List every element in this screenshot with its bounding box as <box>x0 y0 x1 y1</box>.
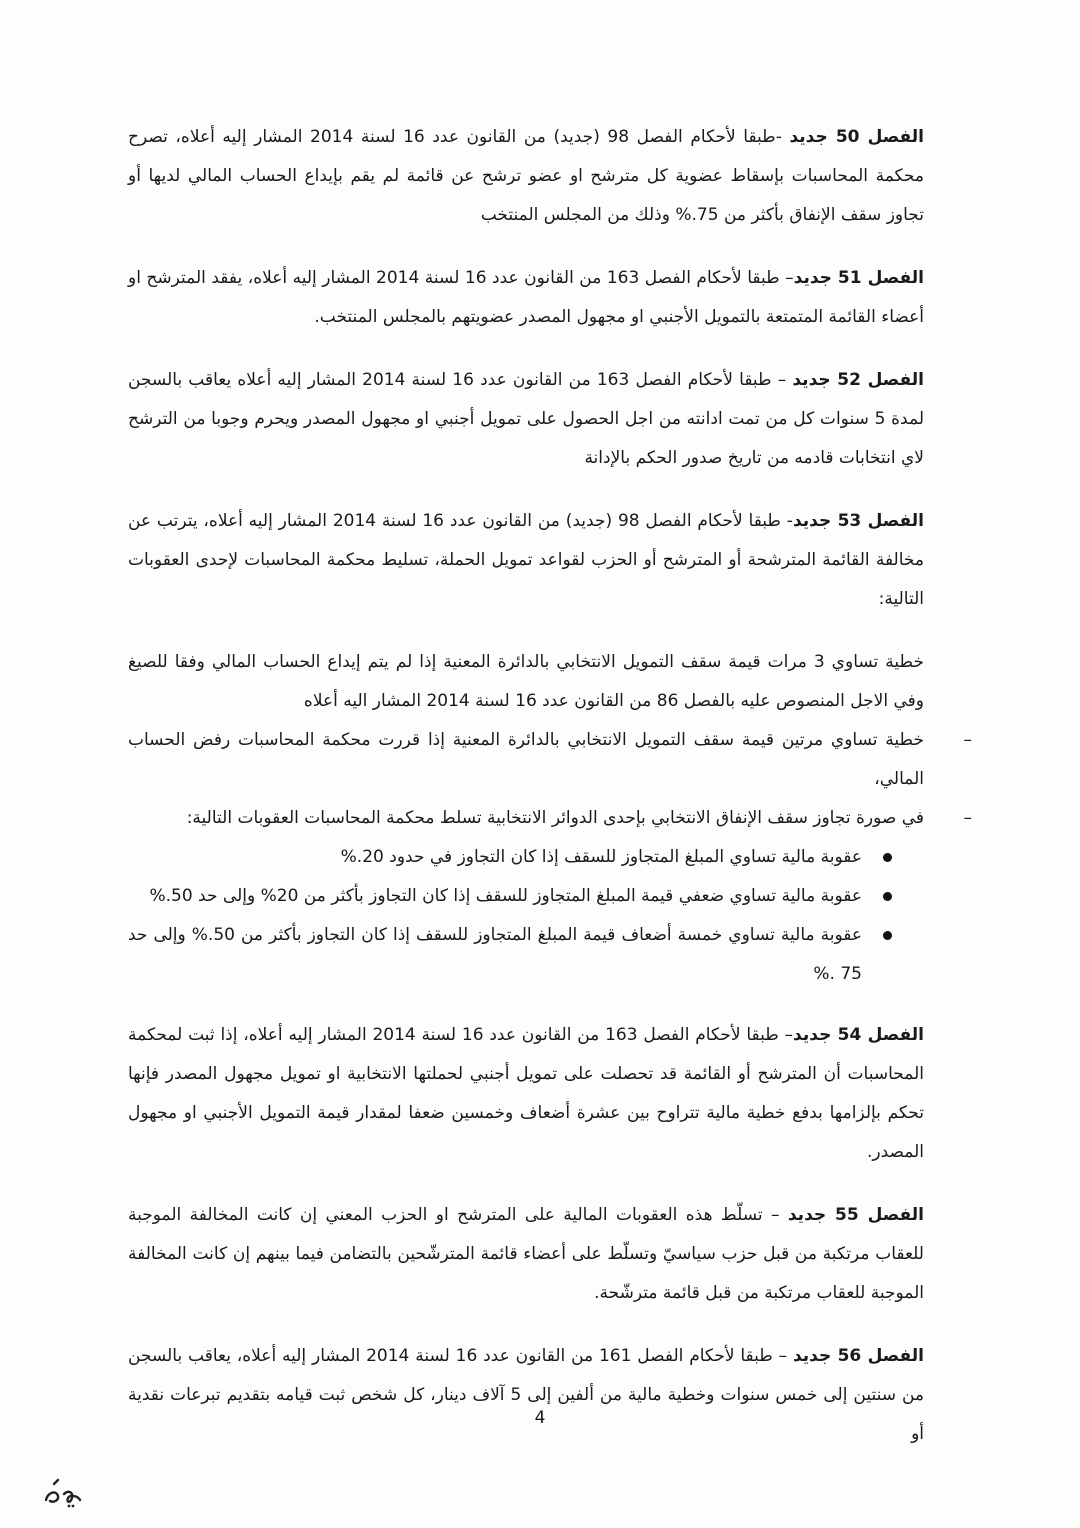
dash-marker: – <box>963 808 972 828</box>
article-50 <box>128 118 924 235</box>
penalty-text: خطية تساوي مرتين قيمة سقف التمويل الانتخابي بالدائرة المعنية إذا قررت محكمة المحاسبات رفض الحساب المالي، <box>128 730 924 789</box>
article-55 <box>128 1196 924 1313</box>
article-title: الفصل 55 جديد <box>787 1205 924 1225</box>
article-title: الفصل 50 جديد <box>789 127 924 147</box>
article-text: – طبقا لأحكام الفصل 161 من القانون عدد 16 لسنة 2014 المشار إليه أعلاه، يعاقب بالسجن من سنتين إلى خمس سنوات وخطية مالية من ألفين إلى 5 آلاف دينار، كل شخص ثبت قيامه بتقديم تبرعات نقدية أو <box>128 1346 924 1444</box>
article-text: -طبقا لأحكام الفصل 98 (جديد) من القانون عدد 16 لسنة 2014 المشار إليه أعلاه، تصرح محكمة المحاسبات بإسقاط عضوية كل مترشح او عضو ترشح عن قائمة لم يقم بإيداع الحساب المالي لديها أو تجاوز سقف الإنفاق بأكثر من 75.% وذلك من المجلس المنتخب <box>128 127 924 225</box>
penalty-text: خطية تساوي 3 مرات قيمة سقف التمويل الانتخابي بالدائرة المعنية إذا لم يتم إيداع الحساب المالي وفقا للصيغ وفي الاجل المنصوص عليه بالفصل 86 من القانون عدد 16 لسنة 2014 المشار اليه أعلاه <box>128 652 924 711</box>
article-paragraph <box>128 1337 924 1454</box>
penalty-item <box>128 721 972 799</box>
article-title: الفصل 51 جديد <box>793 268 924 288</box>
sub-item-text: عقوبة مالية تساوي ضعفي قيمة المبلغ المتجاوز للسقف إذا كان التجاوز بأكثر من 20% وإلى حد 50.% <box>149 886 862 906</box>
page-number: 4 <box>534 1408 546 1428</box>
bullet-icon <box>883 892 892 901</box>
article-54 <box>128 1016 924 1172</box>
sub-item-text: عقوبة مالية تساوي المبلغ المتجاوز للسقف إذا كان التجاوز في حدود 20.% <box>340 847 862 867</box>
article-text: – طبقا لأحكام الفصل 163 من القانون عدد 16 لسنة 2014 المشار إليه أعلاه يعاقب بالسجن لمدة 5 سنوات كل من تمت ادانته من اجل الحصول على تمويل أجنبي او مجهول المصدر ويحرم وجوبا من الترشح لاي انتخابات قادمه من تاريخ صدور الحكم بالإدانة <box>128 370 924 468</box>
article-text: – تسلّط هذه العقوبات المالية على المترشح او الحزب المعني إن كانت المخالفة الموجبة للعقاب مرتكبة من قبل حزب سياسيّ وتسلّط على أعضاء قائمة المترشّحين بالتضامن فيما بينهم إن كانت المخالفة الموجبة للعقاب مرتكبة من قبل قائمة مترشّحة. <box>128 1205 924 1303</box>
article-56 <box>128 1337 924 1454</box>
article-paragraph <box>128 1196 924 1313</box>
list-item <box>128 877 862 916</box>
bullet-icon <box>883 853 892 862</box>
article-51 <box>128 259 924 337</box>
article-52 <box>128 361 924 478</box>
article-title: الفصل 56 جديد <box>792 1346 924 1366</box>
article-paragraph <box>128 1016 924 1172</box>
article-text: – طبقا لأحكام الفصل 163 من القانون عدد 16 لسنة 2014 المشار إليه أعلاه، إذا ثبت لمحكمة المحاسبات أن المترشح أو القائمة قد تحصلت على تمويل أجنبي لحملتها الانتخابية او تمويل مجهول المصدر فإنها تحكم بإلزامها بدفع خطية مالية تتراوح بين عشرة أضعاف وخمسين ضعفا لمقدار قيمة التمويل الأجنبي او مجهول المصدر. <box>128 1025 924 1162</box>
article-title: الفصل 54 جديد <box>793 1025 924 1045</box>
bullet-icon <box>883 931 892 940</box>
list-item <box>128 916 862 994</box>
article-title: الفصل 53 جديد <box>792 511 924 531</box>
article-paragraph <box>128 502 924 619</box>
article-paragraph <box>128 361 924 478</box>
penalty-item <box>128 643 924 721</box>
article-text: - طبقا لأحكام الفصل 98 (جديد) من القانون عدد 16 لسنة 2014 المشار إليه أعلاه، يترتب عن مخالفة القائمة المترشحة أو المترشح أو الحزب لقواعد تمويل الحملة، تسليط محكمة المحاسبات لإحدى العقوبات التالية: <box>128 511 924 609</box>
article-paragraph <box>128 118 924 235</box>
list-item <box>128 838 862 877</box>
document-body <box>128 118 972 1478</box>
penalty-item <box>128 799 972 994</box>
article-title: الفصل 52 جديد <box>792 370 924 390</box>
article-53 <box>128 502 924 619</box>
article-text: – طبقا لأحكام الفصل 163 من القانون عدد 16 لسنة 2014 المشار إليه أعلاه، يفقد المترشح او أعضاء القائمة المتمتعة بالتمويل الأجنبي او مجهول المصدر عضويتهم بالمجلس المنتخب. <box>128 268 924 327</box>
penalties-list <box>128 643 972 994</box>
penalty-text: في صورة تجاوز سقف الإنفاق الانتخابي بإحدى الدوائر الانتخابية تسلط محكمة المحاسبات العقوبات التالية: <box>186 808 924 828</box>
handwritten-initials-icon <box>40 1470 84 1510</box>
sub-item-text: عقوبة مالية تساوي خمسة أضعاف قيمة المبلغ المتجاوز للسقف إذا كان التجاوز بأكثر من 50.% وإلى حد 75 .% <box>128 925 862 984</box>
dash-marker: – <box>963 730 972 750</box>
overspend-penalties-list <box>128 838 924 994</box>
article-paragraph <box>128 259 924 337</box>
